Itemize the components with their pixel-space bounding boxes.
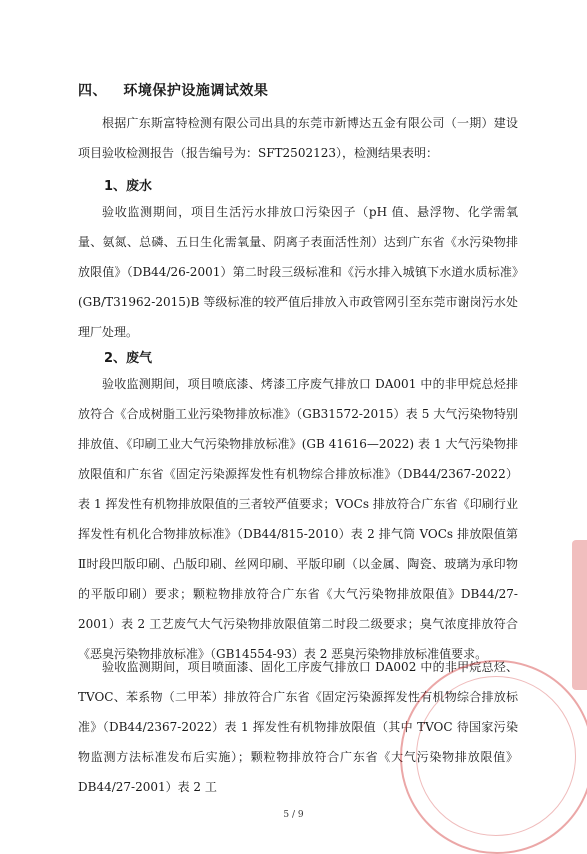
waste-gas-text-2: 验收监测期间，项目喷面漆、固化工序废气排放口 DA002 中的非甲烷总烃、TVOC、苯系物（二甲苯）排放符合广东省《固定污染源挥发性有机物综合排放标准》（DB44/2367-2022）表 1 挥发性有机物排放限值（其中 TVOC 待国家污染物监测方法标准发布后实施）；颗粒物排放符合广东省《大气污染物排放限值》DB44/27-2001）表 2 工 xyxy=(78,660,518,794)
section-heading xyxy=(78,80,268,100)
waste-gas-heading: 2、废气 xyxy=(104,351,153,366)
wastewater-paragraph xyxy=(78,197,518,347)
paging-seal-edge xyxy=(572,540,587,690)
intro-text: 根据广东斯富特检测有限公司出具的东莞市新博达五金有限公司（一期）建设项目验收检测报告（报告编号为：SFT2502123），检测结果表明： xyxy=(78,116,518,160)
intro-paragraph xyxy=(78,108,518,168)
waste-gas-paragraph-2 xyxy=(78,652,518,802)
waste-gas-paragraph-1 xyxy=(78,369,518,669)
section-title: 环境保护设施调试效果 xyxy=(123,83,269,99)
wastewater-heading: 1、废水 xyxy=(104,179,153,194)
wastewater-text: 验收监测期间，项目生活污水排放口污染因子（pH 值、悬浮物、化学需氧量、氨氮、总磷、五日生化需氧量、阴离子表面活性剂）达到广东省《水污染物排放限值》（DB44/26-2001）第二时段三级标准和《污水排入城镇下水道水质标准》(GB/T31962-2015)B 等级标准的较严值后排放入市政管网引至东莞市谢岗污水处理厂处理。 xyxy=(78,205,518,339)
waste-gas-text-1: 验收监测期间，项目喷底漆、烤漆工序废气排放口 DA001 中的非甲烷总烃排放符合《合成树脂工业污染物排放标准》（GB31572-2015）表 5 大气污染物特别排放值、《印刷工业大气污染物排放标准》(GB 41616—2022) 表 1 大气污染物排放限值和广东省《固定污染源挥发性有机物综合排放标准》（DB44/2367-2022）表 1 挥发性有机物排放限值的三者较严值要求；VOCs 排放符合广东省《印刷行业挥发性有机化合物排放标准》（DB44/815-2010）表 2 排气筒 VOCs 排放限值第Ⅱ时段凹版印刷、凸版印刷、丝网印刷、平版印刷（以金属、陶瓷、玻璃为承印物的平版印刷）要求；颗粒物排放符合广东省《大气污染物排放限值》DB44/27-2001）表 2 工艺废气大气污染物排放限值第二时段二级要求；臭气浓度排放符合《恶臭污染物排放标准》（GB14554-93）表 2 恶臭污染物排放标准值要求。 xyxy=(78,377,518,661)
page-number: 5 / 9 xyxy=(283,810,304,820)
section-number: 四、 xyxy=(78,83,107,99)
